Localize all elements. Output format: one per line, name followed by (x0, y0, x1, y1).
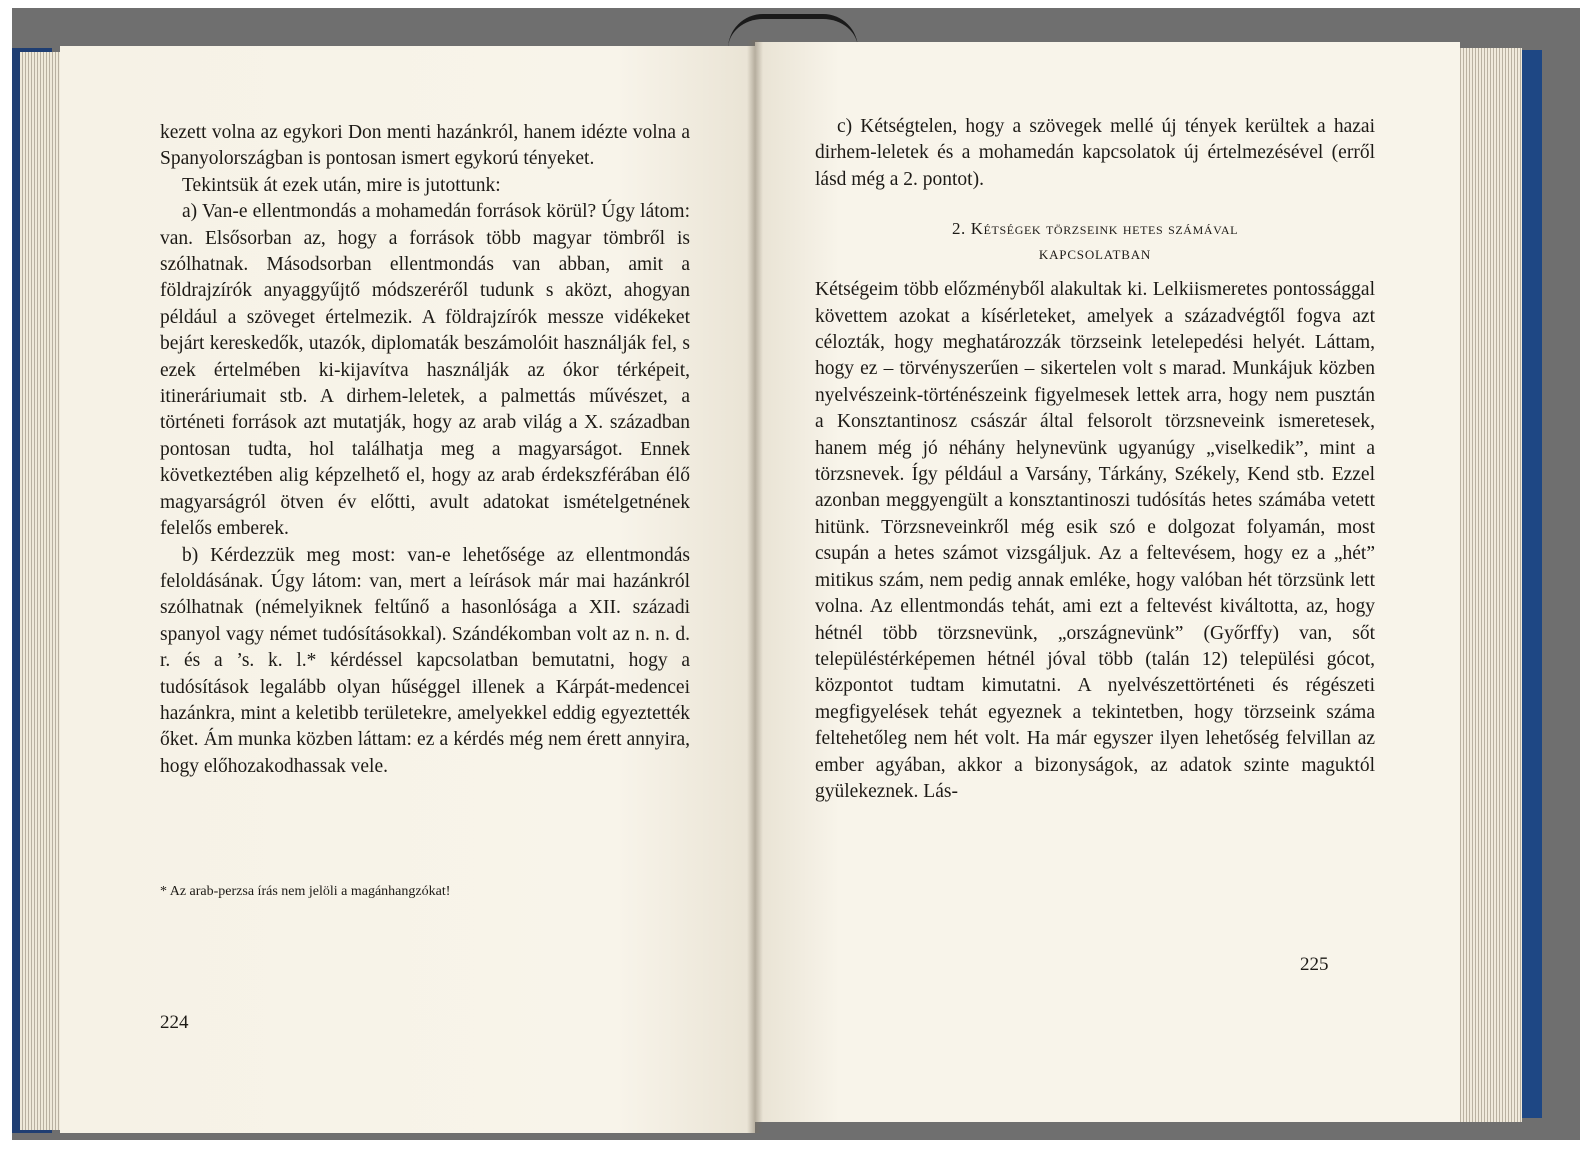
left-paragraph-4: b) Kérdezzük meg most: van-e lehetősége az ellentmondás feloldásának. Úgy látom: van, mert a leírások már mai hazánkról szólhatnak (némelyiknek feltűnő a hasonlósága a XII. századi spanyol vagy német tudósításokkal). Szándékomban volt az n. n. d. r. és a ’s. k. l.* kérdéssel kapcsolatban bemutatni, hogy a tudósítások legalább olyan hűséggel illenek a Kárpát-medencei hazánkra, mint a keletibb területekre, amelyekkel eddig egyeztették őket. Ám munka közben láttam: ez a kérdés még nem érett annyira, hogy előhozakodhassak vele. (160, 544, 690, 777)
left-page-text (160, 120, 690, 780)
right-page (755, 42, 1460, 1122)
left-paragraph-3: a) Van-e ellentmondás a mohamedán források körül? Úgy látom: van. Elsősorban az, hogy a források több magyar tömbről is szólhatnak. Másodsorban ellentmondás van abban, amit a földrajzírók anyaggyűjtő módszeréről tudunk s aközt, ahogyan például a szöveget értelmezik. A földrajzírók messze vidékeket bejárt kereskedők, utazók, diplomaták beszámolóit használják fel, s ezek értelmében ki-kijavítva használják az ókor térképeit, itineráriumait stb. A dirhem-leletek, a palmettás művészet, a történeti források azt mutatják, hogy az arab világ a X. században pontosan tudta, hol találhatja meg a magyarságot. Ennek következtében alig képzelhető el, hogy az arab érdekszférában élő magyarságról ötven év előtti, avult adatokat ismételgetnének felelős emberek. (160, 201, 690, 540)
right-intro-paragraph: c) Kétségtelen, hogy a szövegek mellé új tények kerültek a hazai dirhem-leletek és a mohamedán kapcsolatok új értelmezésével (erről lásd még a 2. pontot). (815, 116, 1375, 190)
page-number-left: 224 (160, 1012, 189, 1033)
page-edges-right (1458, 48, 1522, 1122)
section-heading-line2: KAPCSOLATBAN (1038, 247, 1152, 263)
page-edges-left (20, 52, 64, 1130)
left-paragraph-2: Tekintsük át ezek után, mire is jutottunk: (182, 174, 501, 196)
right-body-paragraph: Kétségeim több előzményből alakultak ki. Lelkiismeretes pontossággal követtem azokat a kísérleteket, amelyek a századvégtől fogva azt célozták, hogy meghatározzák törzseink letelepedési helyét. Láttam, hogy ez – törvényszerűen – sikertelen volt s marad. Munkájuk közben nyelvészeink-történészeink figyelmesek lettek arra, hogy nem pusztán a Konsztantinosz császár által felsorolt törzsneveink ismeretesek, hanem még jó néhány helynevünk ugyanúgy „viselkedik”, mint a törzsnevek. Így például a Varsány, Tárkány, Székely, Kend stb. Ezzel azonban meggyengült a konsztantinoszi tudósítás hetes számába vetett hitünk. Törzsneveinkről még esik szó e dolgozat folyamán, most csupán a hetes számot vizsgáljuk. Az a feltevésem, hogy ez a „hét” mitikus szám, nem pedig annak emléke, hogy valóban hét törzsünk lett volna. Az ellentmondás tehát, ami ezt a feltevést kiváltotta, az, hogy hétnél több törzsnevünk, „országnevünk” (Győrffy) van, sőt településtérképemen hétnél jóval több (talán 12) települési gócot, központot tudtam kimutatni. A nyelvészettörténeti és régészeti megfigyelések tehát egyeznek a tekintetben, hogy törzseink száma feltehetőleg nem hét volt. Ha már egyszer ilyen lehetőség felvillan az ember agyában, akkor a bizonyságok, az adatok szinte maguktól gyülekeznek. Lás- (815, 279, 1375, 802)
book-gutter (747, 40, 763, 1133)
section-heading (815, 215, 1375, 243)
section-heading-line1: 2. Kétségek törzseink hetes számával (951, 219, 1239, 239)
right-page-text (815, 114, 1375, 805)
page-number-right: 225 (1300, 954, 1329, 975)
left-page (60, 46, 755, 1133)
left-paragraph-1: kezett volna az egykori Don menti hazánkról, hanem idézte volna a Spanyolországban is pontosan ismert egykorú tényeket. (160, 122, 690, 170)
footnote: * Az arab-perzsa írás nem jelöli a magánhangzókat! (160, 884, 451, 899)
